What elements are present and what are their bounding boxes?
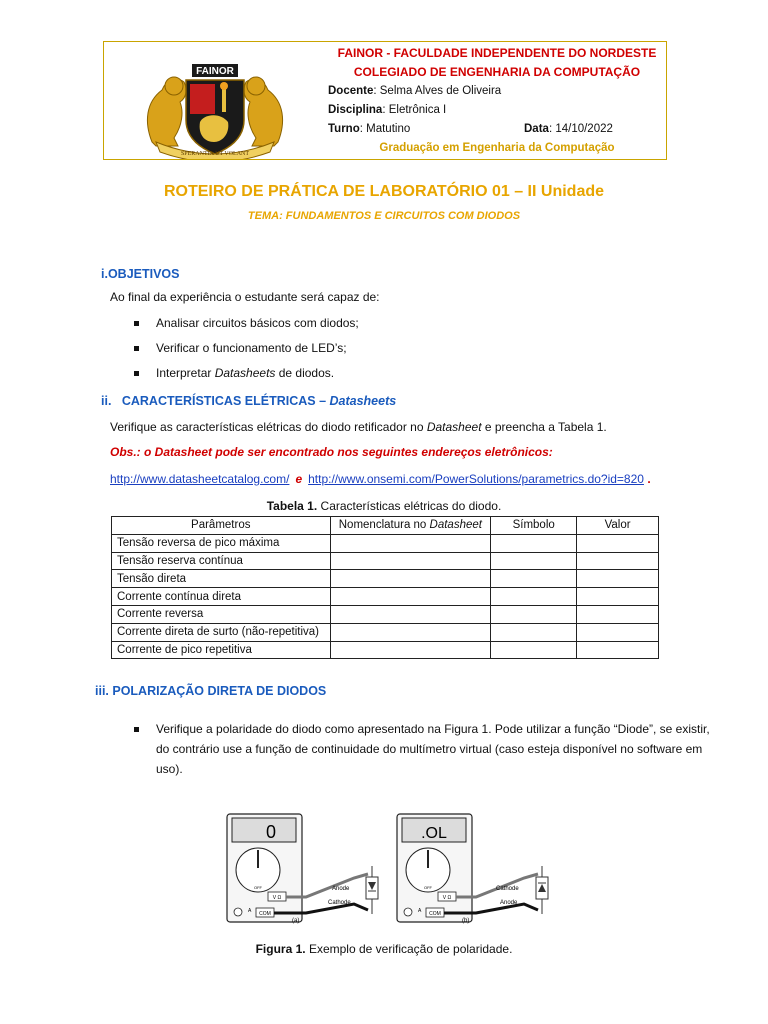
objetivo-item-text-post: de diodos. (275, 366, 335, 380)
data-line (524, 123, 613, 135)
turno-line (328, 123, 410, 135)
table-caption-label: Tabela 1. (266, 499, 318, 513)
anode-label-b: Anode (500, 900, 518, 906)
table-cell-empty[interactable] (577, 641, 659, 659)
page-subtitle: TEMA: FUNDAMENTOS E CIRCUITOS COM DIODOS (247, 210, 521, 222)
table-cell-parametro: Corrente contínua direta (112, 588, 331, 606)
vohm-label: V Ω (272, 895, 282, 901)
section-polarizacao-heading: iii. POLARIZAÇÃO DIRETA DE DIODOS (95, 684, 327, 698)
table-cell-parametro: Tensão direta (112, 570, 331, 588)
logo-name: FAINOR (196, 66, 234, 77)
objetivo-item-text-italic: Datasheets (214, 366, 276, 380)
disciplina-label: Disciplina (328, 104, 383, 116)
cathode-label-a: Cathode (328, 900, 351, 906)
table-cell-parametro: Corrente de pico repetitiva (112, 641, 331, 659)
fainor-logo (104, 42, 326, 159)
datasheetcatalog-link[interactable]: http://www.datasheetcatalog.com/ (110, 472, 290, 486)
bullet-icon (134, 727, 139, 732)
links-end: . (647, 472, 651, 486)
table-cell-empty[interactable] (577, 570, 659, 588)
table-header-italic: Datasheet (429, 519, 482, 532)
objetivo-item-text-pre: Interpretar (156, 366, 215, 380)
header-info (328, 42, 666, 159)
table-cell-parametro: Corrente direta de surto (não-repetitiva) (112, 623, 331, 641)
polarity-figure (226, 812, 551, 924)
table-cell-empty[interactable] (577, 588, 659, 606)
amp-label: A (418, 908, 422, 914)
table-cell-empty[interactable] (330, 623, 491, 641)
polarizacao-text-line: uso). (156, 762, 183, 776)
table-cell-empty[interactable] (577, 534, 659, 552)
caracteristicas-text-italic: Datasheet (426, 420, 482, 434)
graduacao-line: Graduação em Engenharia da Computação (379, 142, 615, 154)
table-cell-empty[interactable] (577, 623, 659, 641)
data-value: : 14/10/2022 (548, 123, 613, 135)
objetivos-intro: Ao final da experiência o estudante será capaz de: (110, 290, 380, 304)
logo-motto: SPERANTIA UT VOLANT (180, 151, 250, 157)
table-cell-empty[interactable] (330, 641, 491, 659)
com-label: COM (429, 911, 441, 917)
figure-caption (0, 942, 768, 956)
table-header-text: Nomenclatura no (338, 519, 430, 532)
table-cell-empty[interactable] (330, 588, 491, 606)
page-title: ROTEIRO DE PRÁTICA DE LABORATÓRIO 01 – II Unidade (163, 183, 605, 200)
table-cell-empty[interactable] (577, 552, 659, 570)
objetivo-item-text: Verificar o funcionamento de LED’s; (156, 341, 347, 355)
section-caracteristicas-heading-italic: Datasheets (329, 394, 397, 408)
links-separator: e (295, 472, 303, 486)
table-cell-empty[interactable] (491, 588, 577, 606)
display-b-value: .OL (421, 825, 447, 842)
institution-name: FAINOR - FACULDADE INDEPENDENTE DO NORDESTE (337, 46, 657, 60)
datasheet-observation: Obs.: o Datasheet pode ser encontrado nos seguintes endereços eletrônicos: (110, 445, 553, 459)
document-header (103, 41, 667, 160)
table-header-row (112, 517, 659, 535)
caracteristicas-text (110, 420, 607, 434)
off-label: OFF (424, 885, 432, 890)
section-objetivos-heading: i.OBJETIVOS (101, 267, 180, 281)
table-caption-text: Características elétricas do diodo. (317, 499, 502, 513)
disciplina-value: : Eletrônica I (382, 104, 447, 116)
off-label: OFF (254, 885, 262, 890)
table-cell-empty[interactable] (330, 570, 491, 588)
table-header-cell: Símbolo (491, 517, 577, 535)
onsemi-link[interactable]: http://www.onsemi.com/PowerSolutions/parametrics.do?id=820 (308, 472, 644, 486)
table-cell-empty[interactable] (577, 605, 659, 623)
table-cell-parametro: Tensão reserva contínua (112, 552, 331, 570)
polarizacao-text-line: Verifique a polaridade do diodo como apresentado na Figura 1. Pode utilizar a função “Diode”, se existir, (156, 722, 710, 736)
table-cell-empty[interactable] (491, 605, 577, 623)
turno-value: : Matutino (359, 123, 411, 135)
table-cell-parametro: Tensão reversa de pico máxima (112, 534, 331, 552)
caracteristicas-text-post: e preencha a Tabela 1. (481, 420, 607, 434)
data-label: Data (524, 123, 549, 135)
datasheet-links (110, 472, 651, 486)
table-header-cell: Valor (577, 517, 659, 535)
polarizacao-text-line: do contrário use a função de continuidade do multímetro virtual (caso esteja disponível no software em (156, 742, 703, 756)
table-cell-parametro: Corrente reversa (112, 605, 331, 623)
table-row (112, 534, 659, 552)
caracteristicas-text-pre: Verifique as características elétricas do diodo retificador no (110, 420, 427, 434)
bullet-icon (134, 346, 139, 351)
section-caracteristicas-heading (101, 394, 396, 408)
multimeter-a (227, 814, 378, 924)
objetivo-item-text (156, 366, 334, 380)
college-name: COLEGIADO DE ENGENHARIA DA COMPUTAÇÃO (353, 65, 641, 79)
table-row (112, 623, 659, 641)
vohm-label: V Ω (442, 895, 452, 901)
table-row (112, 552, 659, 570)
figure-caption-label: Figura 1. (255, 942, 306, 956)
table-cell-empty[interactable] (491, 623, 577, 641)
polarizacao-item (134, 722, 710, 782)
multimeter-b (397, 814, 548, 924)
table-cell-empty[interactable] (491, 534, 577, 552)
figure-caption-text: Exemplo de verificação de polaridade. (305, 942, 513, 956)
table-header-cell (330, 517, 491, 535)
table-cell-empty[interactable] (491, 570, 577, 588)
disciplina-line (328, 104, 446, 116)
anode-label-a: Anode (332, 886, 350, 892)
section-caracteristicas-heading-text: ii. CARACTERÍSTICAS ELÉTRICAS – (101, 394, 330, 408)
characteristics-table (111, 516, 659, 659)
table-cell-empty[interactable] (330, 552, 491, 570)
figure-label-b: (b) (462, 918, 470, 924)
table-caption (0, 499, 768, 513)
bullet-icon (134, 321, 139, 326)
table-row (112, 588, 659, 606)
table-row (112, 605, 659, 623)
table-row (112, 641, 659, 659)
bullet-icon (134, 371, 139, 376)
figure-label-a: (a) (292, 918, 300, 924)
docente-value: : Selma Alves de Oliveira (373, 85, 502, 97)
table-cell-empty[interactable] (330, 534, 491, 552)
turno-label: Turno (328, 123, 360, 135)
table-cell-empty[interactable] (491, 552, 577, 570)
display-a-value: 0 (265, 822, 277, 842)
table-cell-empty[interactable] (491, 641, 577, 659)
objetivo-item-text: Analisar circuitos básicos com diodos; (156, 316, 359, 330)
table-cell-empty[interactable] (330, 605, 491, 623)
cathode-label-b: Cathode (496, 886, 519, 892)
amp-label: A (248, 908, 252, 914)
docente-line (328, 85, 501, 97)
table-row (112, 570, 659, 588)
docente-label: Docente (328, 85, 374, 97)
com-label: COM (259, 911, 271, 917)
table-header-cell: Parâmetros (112, 517, 331, 535)
